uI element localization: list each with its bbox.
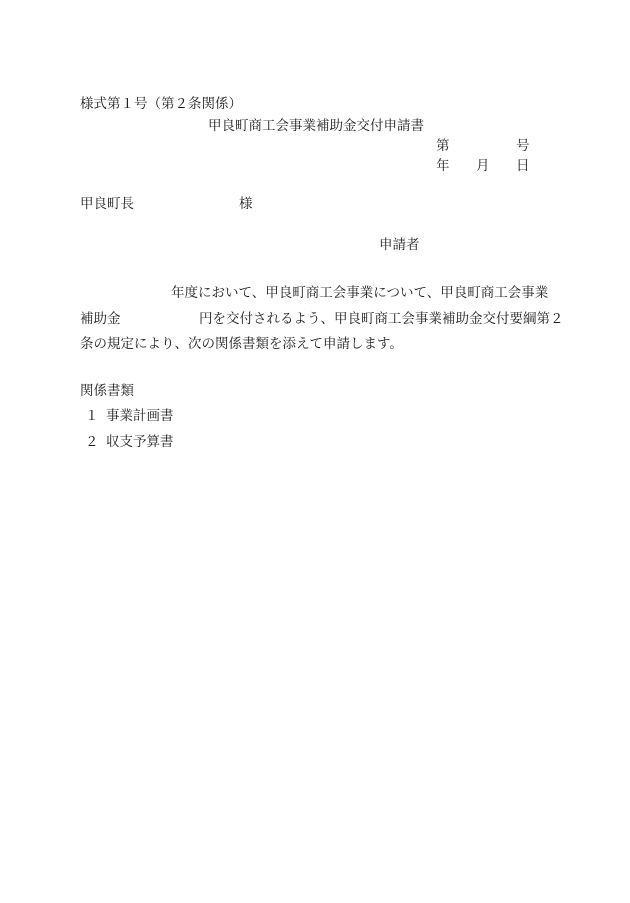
attachment-label: 事業計画書 [106,408,174,424]
number-prefix: 第 [436,138,450,154]
form-label: 様式第１号（第２条関係） [80,96,242,112]
body-line-2a: 補助金 [80,311,121,327]
applicant-label: 申請者 [379,237,420,253]
body-line-1: 年度において、甲良町商工会事業について、甲良町商工会事業 [171,285,549,301]
body-line-3: 条の規定により、次の関係書類を添えて申請します。 [80,336,403,352]
date-year: 年 [436,158,450,174]
addressee-name: 甲良町長 [80,196,134,212]
number-suffix: 号 [516,138,530,154]
attachment-label: 収支予算書 [106,434,174,450]
date-month: 月 [476,158,490,174]
attachments-heading: 関係書類 [80,383,134,399]
attachment-number: ２ [85,434,99,450]
attachment-number: １ [85,408,99,424]
date-day: 日 [516,158,530,174]
document-title: 甲良町商工会事業補助金交付申請書 [208,118,424,134]
body-line-2b: 円を交付されるよう、甲良町商工会事業補助金交付要綱第２ [199,311,564,327]
addressee-honorific: 様 [239,196,253,212]
